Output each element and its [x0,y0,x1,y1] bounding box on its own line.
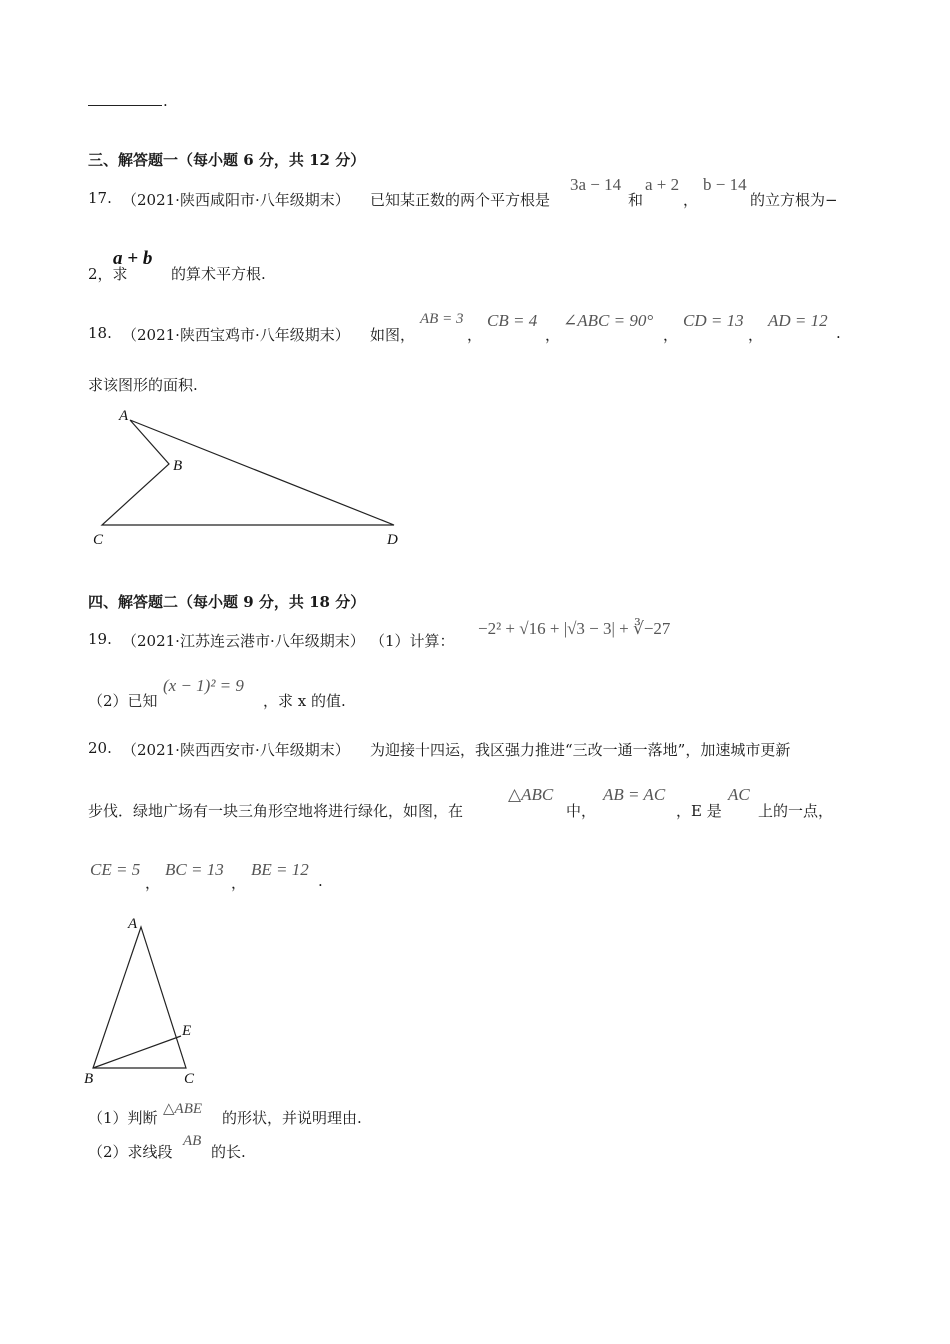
q20-source: （2021·陕西西安市·八年级期末） [122,741,350,759]
q20-number: 20. [88,739,112,757]
q18-sep4: ， [748,326,764,344]
q18-cond-cd: CD = 13 [683,311,744,330]
q20-line2b: 中， [566,802,597,820]
q20-sub1-triangle: △ABE [163,1101,203,1117]
q17-text2: 的立方根为− [750,191,838,209]
q19-expression: −2² + √16 + |√3 − 3| + ∛−27 [478,619,671,638]
q20-be: BE = 12 [251,860,309,879]
q19-number: 19. [88,630,112,648]
q20-bc: BC = 13 [165,860,224,879]
fig20-label-B: B [84,1071,94,1087]
fig18-label-C: C [93,532,104,548]
q19-source: （2021·江苏连云港市·八年级期末） [122,632,365,650]
q17-comma: ， [683,191,699,209]
q20-line2c: ，E 是 [676,802,722,820]
q20-sub2-ab: AB [183,1133,202,1149]
q17-and: 和 [628,191,644,209]
q20-sub1b: 的形状，并说明理由. [222,1109,362,1127]
fig18-label-B: B [173,458,183,474]
q20-text1: 为迎接十四运，我区强力推进“三改一通一落地”，加速城市更新 [370,741,791,759]
fig18-label-D: D [387,532,398,548]
answer-blank-line [88,105,162,106]
q19-part2a: （2）已知 [88,692,158,710]
q20-sep2: ， [231,874,247,892]
q18-end: . [836,324,841,342]
fig20-label-C: C [184,1071,195,1087]
q18-cond-ad: AD = 12 [768,311,828,330]
q18-cond-ab: AB = 3 [420,311,464,327]
fig20-label-E: E [182,1023,192,1039]
q18-cond-angle: ∠ABC = 90° [563,311,654,330]
q17-expr-b-14: b − 14 [703,175,747,194]
q19-equation: (x − 1)² = 9 [163,676,244,695]
blank-period: . [163,92,168,110]
q20-sub1a: （1）判断 [88,1109,158,1127]
q17-expr-a-2: a + 2 [645,175,680,194]
q18-text: 如图， [370,326,416,344]
q17-expr-a-plus-b: a + b [113,248,153,269]
figure-q18 [85,400,415,555]
section3-heading: 三、解答题一（每小题 6 分，共 12 分） [88,151,366,169]
fig20-label-A: A [128,916,138,932]
q19-part2b: ，求 x 的值. [263,692,346,710]
q20-segment-ac: AC [728,785,750,804]
q18-sep3: ， [663,326,679,344]
q17-line2b: 的算术平方根. [171,265,266,283]
q17-source: （2021·陕西咸阳市·八年级期末） [122,191,350,209]
q18-quadrilateral [102,420,394,525]
q20-segment-be [93,1036,181,1068]
q20-triangle [93,927,186,1068]
q20-sub2b: 的长. [211,1143,246,1161]
q18-line2: 求该图形的面积. [88,376,198,394]
q18-number: 18. [88,324,112,342]
q20-line2d: 上的一点， [758,802,834,820]
q18-sep1: ， [467,326,483,344]
fig18-label-A: A [119,408,129,424]
q18-sep2: ， [545,326,561,344]
q17-expr-3a-14: 3a − 14 [570,175,622,194]
q20-end: . [318,872,323,890]
q17-line2a: 2，求 [88,265,128,283]
q20-ce: CE = 5 [90,860,141,879]
q18-cond-cb: CB = 4 [487,311,538,330]
q20-sep1: ， [145,874,161,892]
q20-triangle-abc: △ABC [508,785,554,804]
section4-heading: 四、解答题二（每小题 9 分，共 18 分） [88,593,366,611]
q20-line2a: 步伐．绿地广场有一块三角形空地将进行绿化，如图，在 [88,802,464,820]
q17-number: 17. [88,189,112,207]
q20-sub2a: （2）求线段 [88,1143,173,1161]
q17-text: 已知某正数的两个平方根是 [370,191,551,209]
figure-q20 [80,910,210,1090]
q20-eq-ab-ac: AB = AC [603,785,666,804]
q19-part1: （1）计算： [370,632,455,650]
q18-source: （2021·陕西宝鸡市·八年级期末） [122,326,350,344]
